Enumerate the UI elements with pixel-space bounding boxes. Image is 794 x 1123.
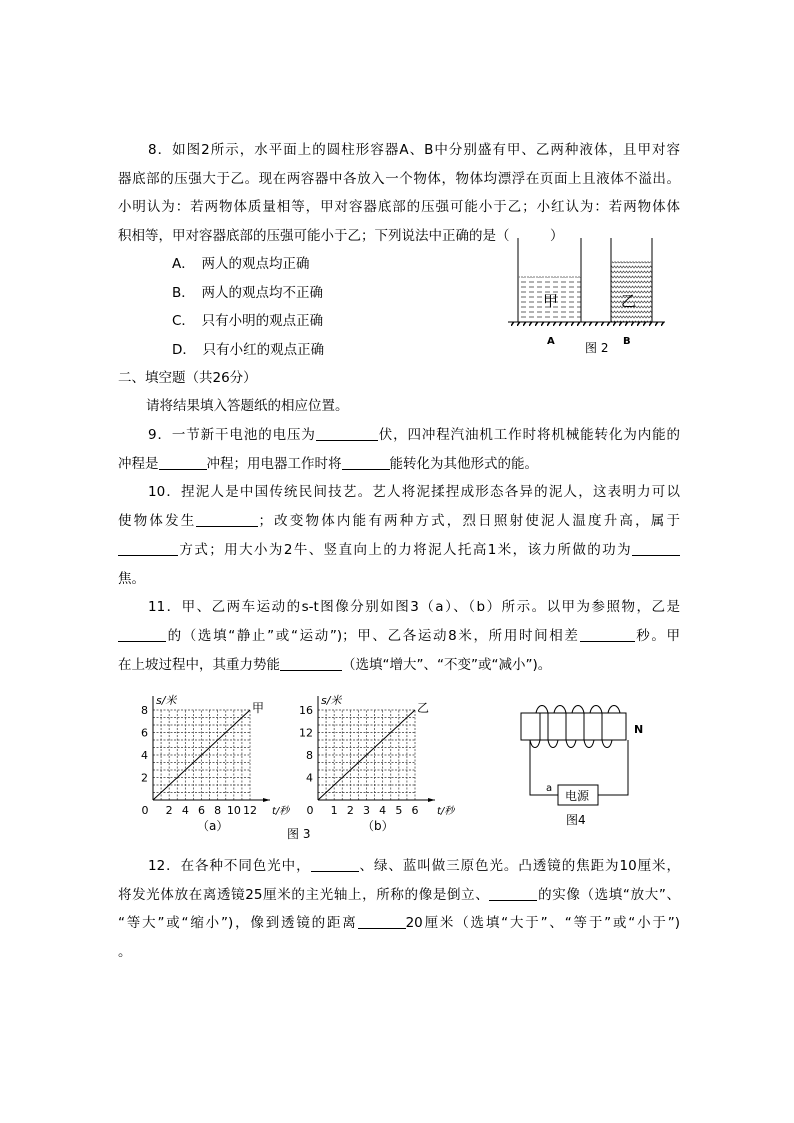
text-line [118,540,680,560]
section-instruction: 请将结果填入答题纸的相应位置。 [146,398,349,414]
answer-blank [311,857,359,872]
text-line [118,942,680,962]
label-b: B [623,336,631,347]
text-segment: ；改变物体内能有两种方式，烈日照射使泥人温度升高，属于 [258,513,681,530]
terminal-a-label: a [546,783,553,794]
y-tick-label: 4 [141,749,148,762]
y-axis-label: s/米 [321,694,342,707]
label-yi: 乙 [621,292,637,310]
text-segment: 伏，四冲程汽油机工作时将机械能转化为内能的 [377,427,681,443]
iron-core [521,713,626,740]
label-jia: 甲 [543,292,559,310]
text-line [118,511,680,531]
text-line [118,454,680,474]
answer-blank [358,914,406,929]
x-tick-label: 12 [243,804,257,815]
text-segment: 能转化为其他形式的能。 [389,455,538,472]
answer-blank [118,541,178,556]
power-source-label: 电源 [565,789,590,803]
y-axis-label: s/米 [156,694,177,707]
text-segment: 11．甲、乙两车运动的s-t图像分别如图3（a）、（b）所示。以甲为参照物，乙是 [148,599,680,616]
text-line [148,482,680,502]
figure-3a-chart [130,690,300,815]
text-line [118,197,680,217]
text-segment: 的实像（选填“放大”、 [537,886,680,903]
answer-blank [118,627,166,642]
text-segment: 10．捏泥人是中国传统民间技艺。艺人将泥揉捏成形态各异的泥人，这表明力可以 [148,484,680,501]
option-c: C． 只有小明的观点正确 [172,313,324,330]
text-line [118,885,680,905]
x-tick-label: 2 [346,804,354,815]
figure-3-caption: 图 3 [287,827,311,841]
answer-blank [489,886,537,901]
text-segment: 20厘米（选填“大于”、“等于”或“小于”) [405,915,680,932]
section-title: 二、填空题（共26分） [118,370,257,386]
answer-blank [342,455,390,470]
text-line [148,597,680,617]
text-segment: 冲程；用电器工作时将 [206,455,342,472]
text-segment: 8．如图2所示，水平面上的圆柱形容器A、B中分别盛有甲、乙两种液体，且甲对容 [148,142,680,158]
text-segment: 在上坡过程中，其重力势能 [118,656,280,673]
answer-blank [159,455,207,470]
figure-3a-subcaption: （a） [197,819,229,833]
y-tick-label: 8 [141,704,148,717]
figure-3b-chart [295,690,465,815]
text-segment: 将发光体放在离透镜25厘米的主光轴上，所称的像是倒立、 [118,886,490,903]
text-line [118,569,680,589]
text-line [118,913,680,933]
x-tick-label: 1 [330,804,338,815]
text-segment: 。 [118,944,132,961]
wires [530,740,628,795]
figure-2-caption: 图 2 [585,341,609,355]
text-segment: 使物体发生 [118,513,197,530]
figure-2 [505,230,675,360]
option-b: B． 两人的观点均不正确 [172,284,324,301]
answer-blank [632,541,680,556]
text-segment: 小明认为：若两物体质量相等，甲对容器底部的压强可能小于乙；小红认为：若两物体体 [118,199,680,216]
x-tick-label: 6 [198,804,205,815]
x-axis-arrow [428,798,435,802]
x-axis-arrow [263,798,270,802]
answer-blank [280,656,342,671]
text-line [118,626,680,646]
x-tick-label: 0 [306,804,314,815]
text-line [148,140,680,160]
x-tick-label: 2 [165,804,173,815]
text-segment: 焦。 [118,570,145,587]
text-segment: 器底部的压强大于乙。现在两容器中各放入一个物体，物体均漂浮在页面上且液体不溢出。 [118,170,680,187]
y-tick-label: 6 [141,726,148,740]
x-tick-label: 5 [395,804,403,815]
ground-hatch [508,322,665,326]
figure-4-caption: 图4 [566,813,586,827]
x-tick-label: 4 [379,804,387,815]
text-segment: （选填“增大”、“不变”或“减小”)。 [342,656,552,673]
x-tick-label: 10 [226,804,241,815]
text-line [118,655,680,675]
text-segment: 方式；用大小为2牛、竖直向上的力将泥人托高1米，该力所做的功为 [178,541,632,558]
pole-n-label: N [634,723,644,736]
x-tick-label: 3 [363,804,370,815]
series-label: 乙 [417,701,430,715]
x-axis-label: t/秒 [272,806,290,815]
text-segment: “等大”或“缩小”)，像到透镜的距离 [118,915,358,932]
figure-4 [510,700,660,830]
text-line [148,425,680,445]
option-a: A． 两人的观点均正确 [172,256,310,272]
text-segment: 冲程是 [118,455,159,472]
label-a: A [547,336,555,347]
x-tick-label: 8 [214,804,222,815]
text-segment: 积相等，甲对容器底部的压强可能小于乙；下列说法中正确的是（ ） [118,228,564,245]
y-tick-label: 12 [299,726,313,740]
text-segment: 的（选填“静止”或“运动”)；甲、乙各运动8米，所用时间相差 [166,627,580,644]
x-axis-label: t/秒 [437,806,455,815]
option-d: D． 只有小红的观点正确 [172,342,325,359]
text-segment: 12．在各种不同色光中， [148,858,311,874]
text-segment: 、绿、蓝叫做三原色光。凸透镜的焦距为10厘米， [358,858,680,874]
answer-blank [580,627,635,642]
x-tick-label: 6 [411,804,419,815]
text-segment: 秒。甲 [634,627,680,644]
coil [530,706,620,748]
text-line [148,856,680,876]
text-segment: 9．一节新干电池的电压为 [148,427,316,443]
answer-blank [316,426,378,441]
x-tick-label: 0 [141,804,149,815]
y-tick-label: 2 [141,771,148,785]
x-tick-label: 4 [181,804,189,815]
y-tick-label: 8 [306,749,313,762]
y-tick-label: 4 [306,771,313,785]
series-label: 甲 [252,701,265,715]
text-line [118,169,680,189]
figure-3b-subcaption: （b） [362,819,394,833]
answer-blank [196,512,258,527]
y-tick-label: 16 [299,704,313,717]
